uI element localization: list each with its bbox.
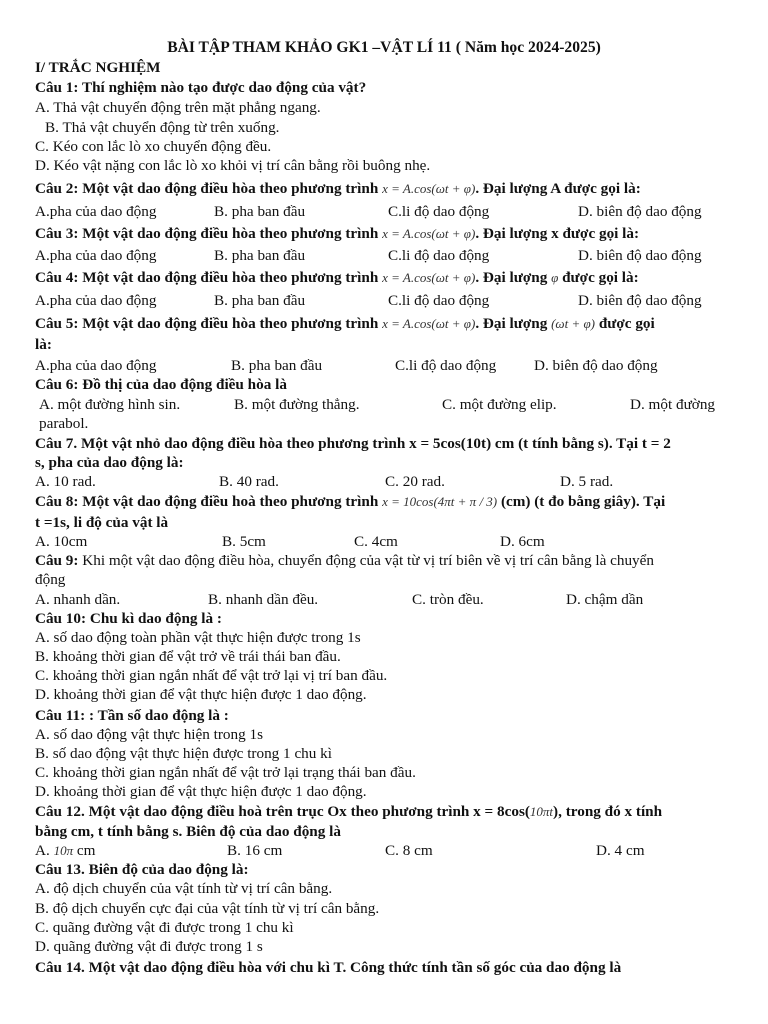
question-12-option-a	[35, 841, 95, 860]
question-6-option-c: C. một đường elip.	[442, 396, 557, 413]
question-10-option-d: D. khoảng thời gian để vật thực hiện được 1 dao động.	[35, 686, 367, 703]
question-12-stem-text: Câu 12. Một vật dao động điều hoà trên trục Ox theo phương trình x = 8cos(	[35, 803, 530, 820]
question-7-option-a: A. 10 rad.	[35, 473, 96, 490]
question-4-stem	[35, 268, 639, 287]
question-4-stem-mid: . Đại lượng	[475, 269, 548, 286]
question-2-stem-text: Câu 2: Một vật dao động điều hòa theo phương trình	[35, 180, 379, 197]
question-1-stem: Câu 1: Thí nghiệm nào tạo được dao động của vật?	[35, 79, 367, 96]
question-10-option-a: A. số dao động toàn phần vật thực hiện được trong 1s	[35, 629, 361, 646]
question-13-stem: Câu 13. Biên độ của dao động là:	[35, 861, 249, 878]
question-3-stem-text: Câu 3: Một vật dao động điều hòa theo phương trình	[35, 225, 379, 242]
question-9-option-a: A. nhanh dần.	[35, 591, 121, 608]
equation-formula: x = A.cos(ωt + φ)	[382, 270, 476, 285]
question-8-option-d: D. 6cm	[500, 533, 545, 550]
question-3-option-c: C.li độ dao động	[388, 247, 490, 264]
question-5-stem	[35, 314, 655, 333]
question-7-option-c: C. 20 rad.	[385, 473, 445, 490]
equation-formula: 10π	[53, 843, 74, 858]
worksheet-title: BÀI TẬP THAM KHẢO GK1 –VẬT LÍ 11 ( Năm học 2024-2025)	[167, 39, 601, 56]
question-8-stem-text: Câu 8: Một vật dao động điều hoà theo phương trình	[35, 493, 379, 510]
equation-formula: x = A.cos(ωt + φ)	[382, 316, 476, 331]
question-5-option-a: A.pha của dao động	[35, 357, 157, 374]
question-12-stem-cont: bằng cm, t tính bằng s. Biên độ của dao động là	[35, 823, 341, 840]
section-heading: I/ TRẮC NGHIỆM	[35, 59, 161, 76]
phi-symbol: φ	[551, 270, 559, 285]
question-1-option-c: C. Kéo con lắc lò xo chuyển động đều.	[35, 138, 272, 155]
phase-expression: (ωt + φ)	[551, 316, 596, 331]
question-7-option-b: B. 40 rad.	[219, 473, 279, 490]
question-5-stem-cont: là:	[35, 336, 52, 353]
question-2-stem-end: . Đại lượng A được gọi là:	[475, 180, 641, 197]
question-5-stem-text: Câu 5: Một vật dao động điều hòa theo phương trình	[35, 315, 379, 332]
question-9-option-d: D. chậm dần	[566, 591, 644, 608]
question-8-option-b: B. 5cm	[222, 533, 266, 550]
question-8-option-c: C. 4cm	[354, 533, 398, 550]
question-9-label: Câu 9:	[35, 552, 79, 569]
question-11-option-d: D. khoảng thời gian để vật thực hiện được 1 dao động.	[35, 783, 367, 800]
question-8-stem-end: (cm) (t đo bằng giây). Tại	[500, 493, 666, 510]
question-9-option-b: B. nhanh dần đều.	[208, 591, 319, 608]
question-11-option-b: B. số dao động vật thực hiện được trong 1 chu kì	[35, 745, 332, 762]
question-13-option-d: D. quãng đường vật đi được trong 1 s	[35, 938, 263, 955]
question-12-option-d: D. 4 cm	[596, 842, 645, 859]
question-2-stem	[35, 179, 641, 198]
question-3-option-a: A.pha của dao động	[35, 247, 157, 264]
question-3-stem-end: . Đại lượng x được gọi là:	[475, 225, 640, 242]
question-8-stem	[35, 492, 665, 511]
question-9-stem-text: Khi một vật dao động điều hòa, chuyển động của vật từ vị trí biên về vị trí cân bằng là chuyển	[78, 552, 654, 569]
equation-formula: x = 10cos(4πt + π / 3)	[382, 494, 498, 509]
question-14-stem: Câu 14. Một vật dao động điều hòa với chu kì T. Công thức tính tần số góc của dao động là	[35, 959, 622, 976]
question-12-stem	[35, 802, 662, 821]
question-5-stem-end: được gọi	[598, 315, 655, 332]
question-2-option-c: C.li độ dao động	[388, 203, 490, 220]
question-4-option-a: A.pha của dao động	[35, 292, 157, 309]
question-6-option-d: D. một đường	[630, 396, 716, 413]
question-5-option-d: D. biên độ dao động	[534, 357, 658, 374]
question-11-option-a: A. số dao động vật thực hiện trong 1s	[35, 726, 263, 743]
question-4-stem-text: Câu 4: Một vật dao động điều hòa theo phương trình	[35, 269, 379, 286]
question-2-option-a: A.pha của dao động	[35, 203, 157, 220]
question-5-option-b: B. pha ban đầu	[231, 357, 323, 374]
question-13-option-c: C. quãng đường vật đi được trong 1 chu kì	[35, 919, 294, 936]
question-4-option-d: D. biên độ dao động	[578, 292, 702, 309]
question-12-option-c: C. 8 cm	[385, 842, 433, 859]
equation-formula: 10πt	[529, 804, 554, 819]
question-12-option-b: B. 16 cm	[227, 842, 283, 859]
question-7-stem-cont: s, pha của dao động là:	[35, 454, 184, 471]
question-9-stem	[35, 551, 654, 570]
question-6-option-d-cont: parabol.	[39, 415, 89, 432]
question-12-option-a-label: A.	[35, 842, 50, 859]
question-2-option-d: D. biên độ dao động	[578, 203, 702, 220]
question-8-stem-cont: t =1s, li độ của vật là	[35, 514, 169, 531]
question-5-stem-mid: . Đại lượng	[475, 315, 548, 332]
question-4-option-b: B. pha ban đầu	[214, 292, 306, 309]
question-10-option-c: C. khoảng thời gian ngắn nhất để vật trở lại vị trí ban đầu.	[35, 667, 388, 684]
question-3-option-b: B. pha ban đầu	[214, 247, 306, 264]
question-2-option-b: B. pha ban đầu	[214, 203, 306, 220]
question-9-stem-cont: động	[35, 571, 66, 588]
question-13-option-b: B. độ dịch chuyển cực đại của vật tính từ vị trí cân bằng.	[35, 900, 380, 917]
question-7-stem: Câu 7. Một vật nhỏ dao động điều hòa theo phương trình x = 5cos(10t) cm (t tính bằng s). Tại t = 2	[35, 435, 671, 452]
question-3-option-d: D. biên độ dao động	[578, 247, 702, 264]
question-12-option-a-unit: cm	[76, 842, 96, 859]
question-10-option-b: B. khoảng thời gian để vật trở về trái thái ban đầu.	[35, 648, 341, 665]
question-11-stem: Câu 11: : Tần số dao động là :	[35, 707, 229, 724]
question-12-stem-end: ), trong đó x tính	[553, 803, 663, 820]
question-4-stem-end: được gọi là:	[562, 269, 639, 286]
question-6-option-a: A. một đường hình sin.	[39, 396, 181, 413]
question-3-stem	[35, 224, 639, 243]
question-5-option-c: C.li độ dao động	[395, 357, 497, 374]
question-6-stem: Câu 6: Đồ thị của dao động điều hòa là	[35, 376, 287, 393]
question-11-option-c: C. khoảng thời gian ngắn nhất để vật trở lại trạng thái ban đầu.	[35, 764, 416, 781]
question-10-stem: Câu 10: Chu kì dao động là :	[35, 610, 222, 627]
question-9-option-c: C. tròn đều.	[412, 591, 484, 608]
question-1-option-b: B. Thả vật chuyển động từ trên xuống.	[45, 119, 280, 136]
question-13-option-a: A. độ dịch chuyển của vật tính từ vị trí cân bằng.	[35, 880, 333, 897]
question-1-option-d: D. Kéo vật nặng con lắc lò xo khỏi vị trí cân bằng rồi buông nhẹ.	[35, 157, 431, 174]
question-6-option-b: B. một đường thẳng.	[234, 396, 360, 413]
question-1-option-a: A. Thả vật chuyển động trên mặt phẳng ngang.	[35, 99, 321, 116]
question-8-option-a: A. 10cm	[35, 533, 88, 550]
question-4-option-c: C.li độ dao động	[388, 292, 490, 309]
question-7-option-d: D. 5 rad.	[560, 473, 614, 490]
equation-formula: x = A.cos(ωt + φ)	[382, 181, 476, 196]
equation-formula: x = A.cos(ωt + φ)	[382, 226, 476, 241]
